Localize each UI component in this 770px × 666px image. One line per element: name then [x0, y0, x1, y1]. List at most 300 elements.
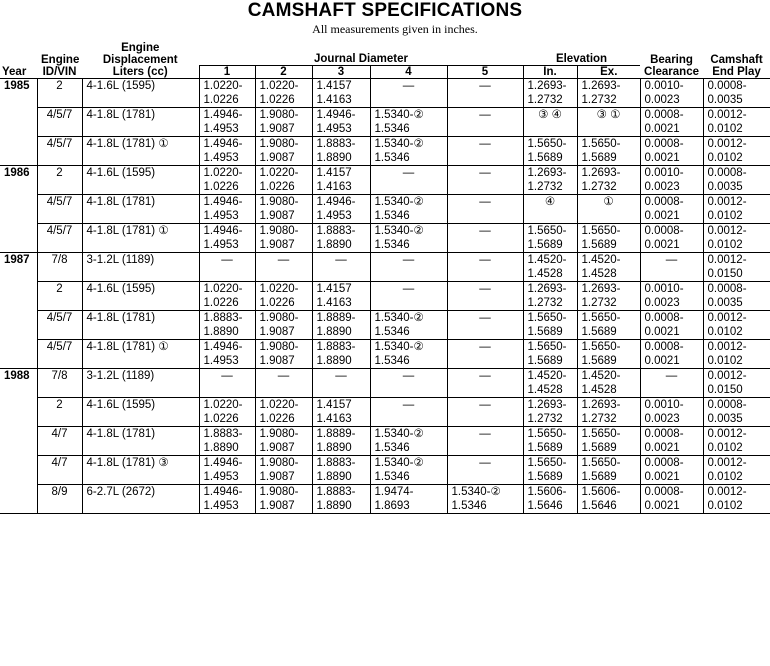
journal-5-cell — [447, 340, 523, 369]
cell-value: 0.0021 — [644, 326, 680, 338]
cell-value: 1.5689 — [527, 471, 563, 483]
journal-5-cell — [447, 137, 523, 166]
cell-value: 1.4946- — [316, 109, 356, 121]
displacement-cell: 3-1.2L (1189) — [82, 253, 199, 282]
journal-2-cell — [255, 253, 312, 282]
cell-value: — — [335, 254, 347, 266]
header-engine-id: Engine ID/VIN — [37, 39, 82, 79]
cell-value: — — [335, 370, 347, 382]
cell-value: 0.0008- — [707, 399, 747, 411]
journal-5-cell — [447, 195, 523, 224]
cell-value: — — [479, 109, 491, 121]
journal-5-cell — [447, 108, 523, 137]
elevation-ex-cell — [577, 166, 640, 195]
journal-2-cell — [255, 282, 312, 311]
bearing-clearance-cell — [640, 340, 703, 369]
cell-value: 1.8889- — [316, 428, 356, 440]
engine-id-cell: 7/8 — [37, 253, 82, 282]
cell-value: 1.8883- — [316, 341, 356, 353]
elevation-in-cell — [523, 195, 577, 224]
cell-value: 1.4953 — [316, 123, 352, 135]
cell-value: 1.9087 — [259, 326, 295, 338]
table-row — [0, 253, 770, 282]
bearing-clearance-cell — [640, 108, 703, 137]
cell-value: 1.0220- — [259, 80, 299, 92]
bearing-clearance-cell — [640, 369, 703, 398]
camshaft-end-play-cell — [703, 456, 770, 485]
cell-value: 1.2693- — [581, 167, 621, 179]
cell-value: 0.0012- — [707, 196, 747, 208]
elevation-ex-cell — [577, 311, 640, 340]
cell-value: 1.4953 — [203, 152, 239, 164]
camshaft-end-play-cell — [703, 137, 770, 166]
cell-value: 0.0012- — [707, 109, 747, 121]
cell-value: 0.0023 — [644, 181, 680, 193]
cell-value: — — [402, 370, 415, 382]
table-row — [0, 485, 770, 514]
cell-value: ③ ④ — [538, 109, 562, 121]
cell-value: 1.4157 — [316, 80, 352, 92]
cell-value: 1.5346 — [374, 442, 410, 454]
camshaft-end-play-cell — [703, 79, 770, 108]
journal-5-cell — [447, 253, 523, 282]
cell-value: 1.4157 — [316, 167, 352, 179]
cell-value: 0.0102 — [707, 326, 743, 338]
header-row-top — [0, 39, 770, 66]
cell-value: 1.8890 — [203, 442, 239, 454]
camshaft-end-play-cell — [703, 195, 770, 224]
cell-value: 0.0102 — [707, 210, 743, 222]
cell-value: 1.2732 — [527, 297, 563, 309]
journal-4-cell — [370, 253, 447, 282]
cell-value: 1.4528 — [581, 384, 617, 396]
cell-value: 1.9087 — [259, 152, 295, 164]
header-journal-2: 2 — [255, 66, 312, 79]
displacement-cell: 4-1.6L (1595) — [82, 282, 199, 311]
bearing-clearance-cell — [640, 427, 703, 456]
table-row — [0, 224, 770, 253]
engine-id-cell: 4/5/7 — [37, 137, 82, 166]
table-row — [0, 456, 770, 485]
cell-value: 1.9087 — [259, 471, 295, 483]
elevation-ex-cell — [577, 253, 640, 282]
engine-id-cell: 4/5/7 — [37, 195, 82, 224]
camshaft-end-play-cell — [703, 340, 770, 369]
cell-value: 0.0035 — [707, 297, 743, 309]
journal-4-cell — [370, 166, 447, 195]
cell-value: 1.9087 — [259, 123, 295, 135]
camshaft-spec-table — [0, 39, 770, 514]
camshaft-end-play-cell — [703, 224, 770, 253]
cell-value: 0.0035 — [707, 413, 743, 425]
camshaft-end-play-cell — [703, 369, 770, 398]
cell-value: 0.0021 — [644, 442, 680, 454]
elevation-ex-cell — [577, 340, 640, 369]
elevation-in-cell — [523, 369, 577, 398]
elevation-in-cell — [523, 427, 577, 456]
cell-value: ① — [603, 196, 614, 208]
cell-value: 1.4528 — [527, 268, 563, 280]
cell-value: 1.9474- — [374, 486, 414, 498]
journal-3-cell — [312, 108, 370, 137]
cell-value: 0.0021 — [644, 152, 680, 164]
cell-value: 1.8890 — [316, 500, 352, 512]
cell-value: 0.0102 — [707, 355, 743, 367]
cell-value: 1.5606- — [581, 486, 621, 498]
journal-4-cell — [370, 311, 447, 340]
cell-value: — — [402, 399, 415, 411]
table-row — [0, 369, 770, 398]
bearing-clearance-cell — [640, 456, 703, 485]
cell-value: — — [479, 370, 491, 382]
table-row — [0, 311, 770, 340]
cell-value: 1.5646 — [581, 500, 617, 512]
elevation-in-cell — [523, 398, 577, 427]
cell-value: 0.0150 — [707, 268, 743, 280]
cell-value: 1.9080- — [259, 457, 299, 469]
cell-value: 0.0021 — [644, 500, 680, 512]
cell-value: 1.4157 — [316, 399, 352, 411]
cell-value: 1.4953 — [203, 239, 239, 251]
displacement-cell: 3-1.2L (1189) — [82, 369, 199, 398]
engine-id-cell: 7/8 — [37, 369, 82, 398]
journal-5-cell — [447, 456, 523, 485]
engine-id-cell: 2 — [37, 398, 82, 427]
bearing-clearance-cell — [640, 253, 703, 282]
journal-1-cell — [199, 311, 255, 340]
journal-3-cell — [312, 311, 370, 340]
cell-value: 1.4946- — [203, 109, 243, 121]
journal-1-cell — [199, 427, 255, 456]
cell-value: 1.9087 — [259, 500, 295, 512]
journal-5-cell — [447, 485, 523, 514]
displacement-cell: 4-1.6L (1595) — [82, 79, 199, 108]
elevation-ex-cell — [577, 195, 640, 224]
cell-value: 1.5650- — [527, 341, 567, 353]
cell-value: 1.0226 — [203, 181, 239, 193]
cell-value: — — [479, 457, 491, 469]
journal-4-cell — [370, 282, 447, 311]
journal-5-cell — [447, 369, 523, 398]
journal-2-cell — [255, 427, 312, 456]
cell-value: 1.8883- — [316, 138, 356, 150]
elevation-ex-cell — [577, 485, 640, 514]
cell-value: 1.4953 — [203, 355, 239, 367]
cell-value: 1.5650- — [527, 457, 567, 469]
journal-3-cell — [312, 253, 370, 282]
year-cell: 1986 — [0, 166, 37, 253]
cell-value: — — [665, 254, 678, 266]
journal-2-cell — [255, 166, 312, 195]
engine-id-cell: 4/5/7 — [37, 340, 82, 369]
journal-1-cell — [199, 485, 255, 514]
cell-value: 1.0220- — [259, 167, 299, 179]
cell-value: 1.5340-② — [374, 109, 424, 121]
cell-value: 1.5650- — [527, 138, 567, 150]
cell-value: 1.4157 — [316, 283, 352, 295]
journal-2-cell — [255, 137, 312, 166]
cell-value: — — [479, 283, 491, 295]
journal-3-cell — [312, 485, 370, 514]
cell-value: 1.0226 — [259, 413, 295, 425]
cell-value: 0.0008- — [644, 109, 684, 121]
cell-value: — — [479, 138, 491, 150]
displacement-cell: 4-1.8L (1781) ③ — [82, 456, 199, 485]
journal-2-cell — [255, 485, 312, 514]
cell-value: 1.4163 — [316, 94, 352, 106]
cell-value: 0.0012- — [707, 457, 747, 469]
cell-value: 1.4520- — [581, 254, 621, 266]
cell-value: 1.5606- — [527, 486, 567, 498]
journal-1-cell — [199, 166, 255, 195]
journal-2-cell — [255, 108, 312, 137]
elevation-in-cell — [523, 253, 577, 282]
cell-value: 1.5650- — [581, 428, 621, 440]
cell-value: 1.0226 — [203, 94, 239, 106]
cell-value: 1.5340-② — [374, 196, 424, 208]
cell-value: 0.0010- — [644, 80, 684, 92]
journal-1-cell — [199, 398, 255, 427]
engine-id-cell: 4/5/7 — [37, 224, 82, 253]
journal-3-cell — [312, 427, 370, 456]
cell-value: ④ — [544, 196, 556, 208]
elevation-in-cell — [523, 108, 577, 137]
camshaft-end-play-cell — [703, 427, 770, 456]
cell-value: 1.5650- — [581, 225, 621, 237]
cell-value: 1.4528 — [581, 268, 617, 280]
cell-value: 0.0012- — [707, 370, 747, 382]
camshaft-end-play-cell — [703, 166, 770, 195]
displacement-cell: 4-1.8L (1781) — [82, 108, 199, 137]
cell-value: 1.2693- — [527, 283, 567, 295]
cell-value: 1.0220- — [259, 283, 299, 295]
header-bearing-clearance: Bearing Clearance — [640, 39, 703, 79]
cell-value: 1.9087 — [259, 355, 295, 367]
elevation-in-cell — [523, 166, 577, 195]
cell-value: 1.0226 — [203, 413, 239, 425]
cell-value: 0.0102 — [707, 239, 743, 251]
bearing-clearance-cell — [640, 137, 703, 166]
cell-value: 0.0023 — [644, 297, 680, 309]
cell-value: 1.2732 — [581, 297, 617, 309]
table-row — [0, 137, 770, 166]
journal-3-cell — [312, 137, 370, 166]
engine-id-cell: 4/7 — [37, 427, 82, 456]
cell-value: 1.0220- — [259, 399, 299, 411]
cell-value: 1.5346 — [374, 355, 410, 367]
cell-value: 1.5689 — [527, 326, 563, 338]
cell-value: 1.5346 — [374, 152, 410, 164]
journal-2-cell — [255, 369, 312, 398]
journal-4-cell — [370, 137, 447, 166]
cell-value: 1.8889- — [316, 312, 356, 324]
cell-value: 1.4946- — [203, 341, 243, 353]
cell-value: 0.0008- — [644, 341, 684, 353]
journal-4-cell — [370, 369, 447, 398]
elevation-in-cell — [523, 311, 577, 340]
cell-value: 1.4163 — [316, 297, 352, 309]
bearing-clearance-cell — [640, 311, 703, 340]
cell-value: 1.5689 — [581, 326, 617, 338]
cell-value: 1.8890 — [316, 355, 352, 367]
journal-4-cell — [370, 485, 447, 514]
cell-value: 1.5340-② — [374, 428, 424, 440]
bearing-clearance-cell — [640, 79, 703, 108]
journal-4-cell — [370, 456, 447, 485]
table-row — [0, 282, 770, 311]
cell-value: 0.0008- — [644, 486, 684, 498]
bearing-clearance-cell — [640, 398, 703, 427]
cell-value: 1.5650- — [581, 457, 621, 469]
cell-value: 1.4946- — [203, 225, 243, 237]
elevation-in-cell — [523, 224, 577, 253]
elevation-in-cell — [523, 79, 577, 108]
cell-value: 1.4946- — [203, 486, 243, 498]
cell-value: — — [479, 254, 491, 266]
journal-1-cell — [199, 282, 255, 311]
cell-value: 1.2693- — [581, 283, 621, 295]
header-journal-3: 3 — [312, 66, 370, 79]
cell-value: 1.5346 — [374, 239, 410, 251]
cell-value: 1.5650- — [581, 341, 621, 353]
cell-value: 1.2732 — [527, 413, 563, 425]
cell-value: 0.0150 — [707, 384, 743, 396]
cell-value: — — [479, 225, 491, 237]
cell-value: 0.0102 — [707, 500, 743, 512]
journal-5-cell — [447, 282, 523, 311]
cell-value: — — [277, 254, 290, 266]
cell-value: 1.5689 — [527, 442, 563, 454]
journal-3-cell — [312, 456, 370, 485]
cell-value: 1.2732 — [581, 94, 617, 106]
journal-5-cell — [447, 398, 523, 427]
header-year: Year — [0, 39, 37, 79]
cell-value: 1.5689 — [527, 239, 563, 251]
cell-value: 1.2693- — [581, 399, 621, 411]
cell-value: 1.5346 — [374, 471, 410, 483]
journal-3-cell — [312, 79, 370, 108]
journal-4-cell — [370, 195, 447, 224]
cell-value: — — [221, 370, 233, 382]
cell-value: 1.9087 — [259, 239, 295, 251]
cell-value: 1.4520- — [527, 370, 567, 382]
cell-value: 0.0008- — [644, 428, 684, 440]
displacement-cell: 4-1.6L (1595) — [82, 398, 199, 427]
cell-value: 0.0010- — [644, 283, 684, 295]
cell-value: 1.4946- — [203, 196, 243, 208]
cell-value: 1.5340-② — [451, 486, 501, 498]
journal-1-cell — [199, 108, 255, 137]
header-elevation: Elevation — [523, 39, 640, 66]
cell-value: 1.2693- — [527, 80, 567, 92]
journal-1-cell — [199, 79, 255, 108]
displacement-cell: 6-2.7L (2672) — [82, 485, 199, 514]
cell-value: 1.8890 — [316, 152, 352, 164]
journal-5-cell — [447, 224, 523, 253]
journal-1-cell — [199, 253, 255, 282]
table-row — [0, 166, 770, 195]
cell-value: 1.8693 — [374, 500, 410, 512]
cell-value: 0.0008- — [644, 225, 684, 237]
cell-value: 1.2693- — [527, 167, 567, 179]
cell-value: 1.2732 — [527, 94, 563, 106]
cell-value: 1.4953 — [203, 123, 239, 135]
journal-3-cell — [312, 340, 370, 369]
bearing-clearance-cell — [640, 282, 703, 311]
journal-2-cell — [255, 311, 312, 340]
journal-4-cell — [370, 79, 447, 108]
journal-3-cell — [312, 166, 370, 195]
camshaft-end-play-cell — [703, 108, 770, 137]
cell-value: 0.0021 — [644, 210, 680, 222]
cell-value: 0.0012- — [707, 428, 747, 440]
elevation-in-cell — [523, 485, 577, 514]
bearing-clearance-cell — [640, 485, 703, 514]
cell-value: — — [479, 341, 491, 353]
cell-value: 1.4946- — [203, 457, 243, 469]
journal-1-cell — [199, 456, 255, 485]
cell-value: 1.0220- — [203, 167, 243, 179]
engine-id-cell: 2 — [37, 282, 82, 311]
cell-value: — — [221, 254, 233, 266]
cell-value: 1.5340-② — [374, 312, 424, 324]
cell-value: 0.0035 — [707, 181, 743, 193]
table-row — [0, 79, 770, 108]
cell-value: 0.0023 — [644, 413, 680, 425]
cell-value: 1.0226 — [259, 181, 295, 193]
journal-5-cell — [447, 427, 523, 456]
cell-value: 0.0008- — [707, 167, 747, 179]
cell-value: 1.5346 — [374, 326, 410, 338]
bearing-clearance-cell — [640, 224, 703, 253]
cell-value: 0.0023 — [644, 94, 680, 106]
engine-id-cell: 2 — [37, 166, 82, 195]
cell-value: 1.4163 — [316, 413, 352, 425]
cell-value: — — [479, 167, 491, 179]
cell-value: 1.4520- — [527, 254, 567, 266]
displacement-cell: 4-1.8L (1781) ① — [82, 340, 199, 369]
journal-4-cell — [370, 427, 447, 456]
journal-2-cell — [255, 340, 312, 369]
table-row — [0, 398, 770, 427]
cell-value: 1.8883- — [316, 225, 356, 237]
cell-value: 1.4953 — [203, 500, 239, 512]
journal-1-cell — [199, 224, 255, 253]
journal-4-cell — [370, 340, 447, 369]
journal-4-cell — [370, 224, 447, 253]
cell-value: 1.5340-② — [374, 225, 424, 237]
elevation-ex-cell — [577, 282, 640, 311]
engine-id-cell: 4/5/7 — [37, 108, 82, 137]
cell-value: 1.0226 — [259, 297, 295, 309]
cell-value: 0.0102 — [707, 471, 743, 483]
cell-value: 0.0008- — [644, 312, 684, 324]
elevation-ex-cell — [577, 108, 640, 137]
cell-value: 1.9087 — [259, 442, 295, 454]
cell-value: 0.0010- — [644, 167, 684, 179]
cell-value: 1.9080- — [259, 196, 299, 208]
elevation-in-cell — [523, 282, 577, 311]
cell-value: 0.0008- — [644, 196, 684, 208]
year-cell: 1988 — [0, 369, 37, 514]
cell-value: — — [402, 167, 415, 179]
cell-value: 1.0220- — [203, 283, 243, 295]
cell-value: 0.0021 — [644, 355, 680, 367]
cell-value: 1.8883- — [203, 428, 243, 440]
cell-value: — — [479, 196, 491, 208]
journal-3-cell — [312, 369, 370, 398]
cell-value: 1.5650- — [527, 428, 567, 440]
